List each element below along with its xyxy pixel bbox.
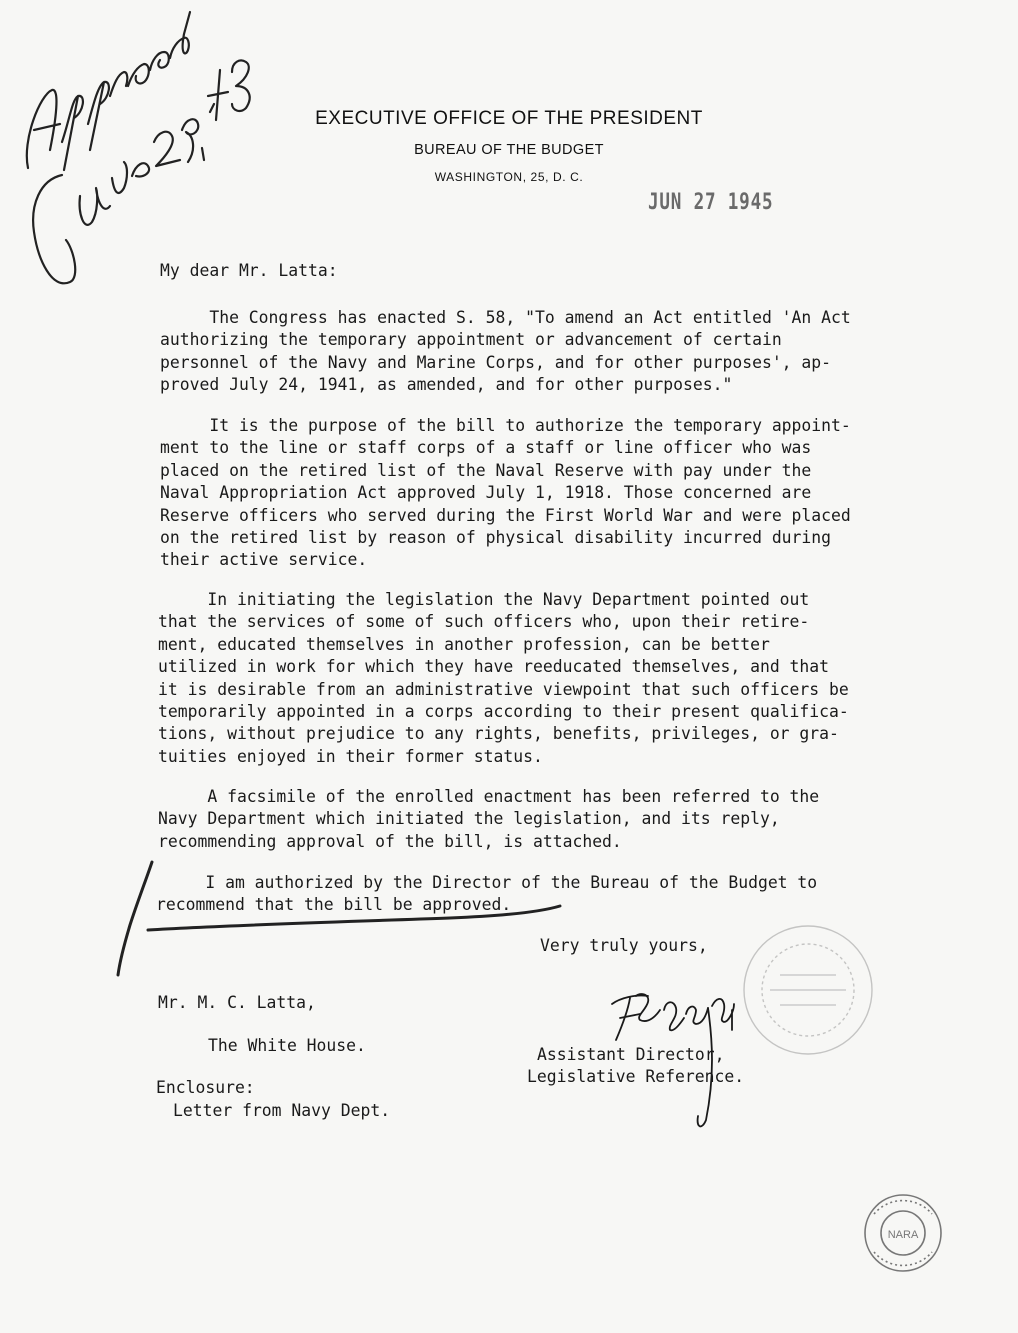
text-line: The Congress has enacted S. 58, "To amend an Act entitled 'An Act — [160, 308, 851, 327]
letterhead-city: WASHINGTON, 25, D. C. — [434, 170, 584, 184]
text-line: ment to the line or staff corps of a staff or line officer who was — [160, 438, 812, 458]
text-line: It is the purpose of the bill to authorize the temporary appoint- — [160, 416, 851, 435]
text-line: authorizing the temporary appointment or advancement of certain — [160, 330, 782, 350]
body-paragraph-4 — [158, 786, 819, 853]
closing: Very truly yours, — [540, 936, 708, 955]
text-line: A facsimile of the enrolled enactment has been referred to the — [158, 787, 820, 806]
text-line: personnel of the Navy and Marine Corps, and for other purposes', ap- — [160, 352, 832, 372]
text-line: In initiating the legislation the Navy Department pointed out — [158, 590, 810, 609]
enclosure-item: Letter from Navy Dept. — [173, 1101, 391, 1120]
text-line: recommend that the bill be approved. — [156, 895, 512, 915]
enclosure-label: Enclosure: — [156, 1078, 255, 1097]
text-line: their active service. — [160, 550, 368, 570]
body-paragraph-3 — [158, 589, 849, 768]
body-paragraph-1 — [160, 307, 851, 397]
text-line: on the retired list by reason of physical disability incurred during — [160, 528, 832, 548]
text-line: proved July 24, 1941, as amended, and for other purposes." — [160, 375, 733, 395]
text-line: Reserve officers who served during the First World War and were placed — [160, 505, 851, 525]
text-line: utilized in work for which they have reeducated themselves, and that — [158, 657, 830, 677]
signature-title-line-2: Legislative Reference. — [527, 1067, 745, 1086]
body-paragraph-2 — [160, 415, 851, 572]
text-line: Naval Appropriation Act approved July 1, 1918. Those concerned are — [160, 483, 812, 503]
text-line: tuities enjoyed in their former status. — [158, 746, 543, 766]
nara-seal-text: NARA — [887, 1229, 919, 1241]
signature-title-line-1: Assistant Director, — [537, 1045, 725, 1064]
salutation: My dear Mr. Latta: — [160, 261, 338, 280]
text-line: that the services of some of such officers who, upon their retire- — [158, 612, 810, 632]
letterhead-bureau: BUREAU OF THE BUDGET — [414, 142, 604, 158]
text-line: ment, educated themselves in another profession, can be better — [158, 634, 770, 654]
text-line: it is desirable from an administrative viewpoint that such officers be — [158, 679, 849, 699]
received-seal — [744, 926, 872, 1054]
text-line: placed on the retired list of the Naval Reserve with pay under the — [160, 460, 812, 480]
text-line: I am authorized by the Director of the Bureau of the Budget to — [156, 873, 818, 892]
text-line: Navy Department which initiated the legislation, and its reply, — [158, 809, 780, 829]
body-paragraph-5 — [156, 872, 817, 917]
addressee-location: The White House. — [208, 1036, 366, 1055]
text-line: tions, without prejudice to any rights, benefits, privileges, or gra- — [158, 724, 839, 744]
letterhead-office: EXECUTIVE OFFICE OF THE PRESIDENT — [315, 108, 703, 129]
addressee-name: Mr. M. C. Latta, — [158, 993, 316, 1012]
date-stamp: JUN 27 1945 — [648, 190, 774, 215]
text-line: recommending approval of the bill, is attached. — [158, 831, 622, 851]
text-line: temporarily appointed in a corps according to their present qualifica- — [158, 702, 849, 722]
